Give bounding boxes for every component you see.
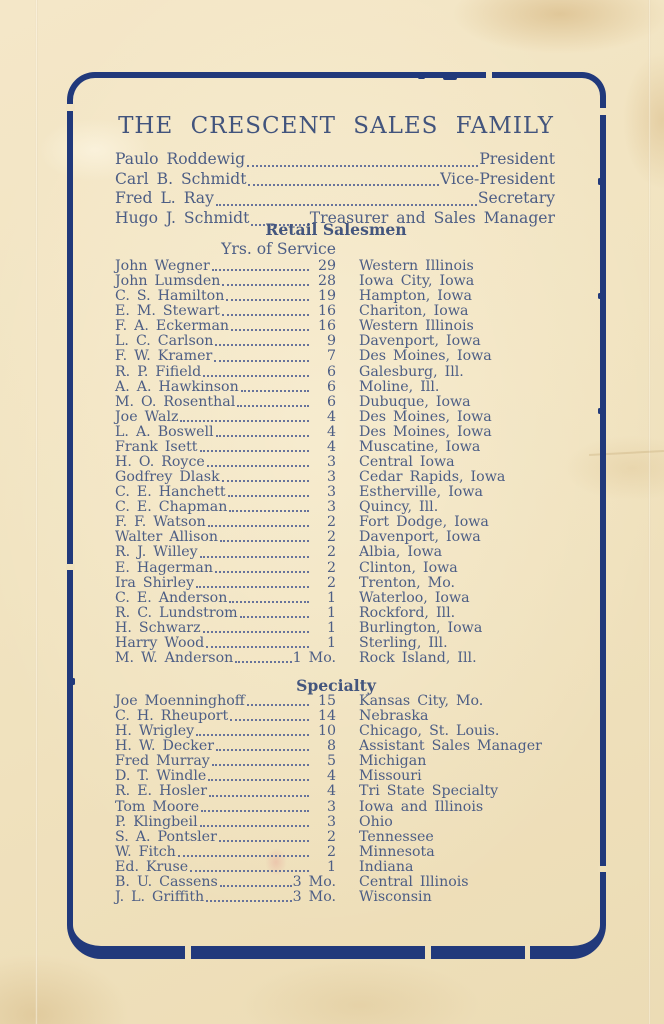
years-of-service: 4 — [326, 438, 336, 455]
salesman-name-years — [115, 289, 336, 304]
territory: Hampton, Iowa — [359, 288, 473, 305]
salesman-name-years — [115, 259, 336, 274]
territory: Albia, Iowa — [359, 544, 443, 561]
officer-name: Carl B. Schmidt — [115, 169, 247, 188]
salesman-name-years — [115, 561, 336, 576]
salesman-name-years — [115, 530, 336, 545]
years-of-service: 1 — [326, 619, 336, 636]
territory: Chariton, Iowa — [359, 303, 469, 320]
salesman-row — [115, 485, 557, 500]
years-of-service: 6 — [326, 363, 336, 380]
dotted-leader — [214, 739, 310, 754]
section-heading-retail-salesmen: Retail Salesmen — [265, 220, 407, 239]
territory: Estherville, Iowa — [359, 484, 483, 501]
salesman-name-years — [115, 470, 336, 485]
dotted-leader — [228, 709, 310, 724]
salesman-name: F. A. Eckerman — [115, 318, 230, 335]
salesman-name-years — [115, 591, 336, 606]
salesman-name: B. U. Cassens — [115, 873, 218, 890]
territory: Tri State Specialty — [359, 783, 499, 800]
years-of-service: 3 Mo. — [292, 873, 336, 890]
years-of-service: 3 — [326, 469, 336, 486]
officer-row — [115, 189, 555, 209]
dotted-leader — [201, 621, 310, 636]
dotted-leader — [220, 470, 310, 485]
years-of-service: 4 — [326, 408, 336, 425]
territory: Minnesota — [359, 843, 435, 860]
salesman-row — [115, 875, 557, 890]
dotted-leader — [198, 440, 310, 455]
border-gap — [425, 944, 431, 960]
salesman-name-years — [115, 425, 336, 440]
salesman-name: R. J. Willey — [115, 544, 198, 561]
territory: Davenport, Iowa — [359, 529, 481, 546]
salesman-name-years — [115, 636, 336, 651]
salesman-row — [115, 709, 557, 724]
salesman-name-years — [115, 815, 336, 830]
territory: Quincy, Ill. — [359, 499, 439, 516]
salesman-row — [115, 784, 557, 799]
years-of-service: 9 — [326, 333, 336, 350]
salesman-row — [115, 274, 557, 289]
salesman-name: Frank Isett — [115, 438, 198, 455]
salesman-row — [115, 636, 557, 651]
salesman-name: Walter Allison — [115, 529, 219, 546]
salesman-name: L. A. Boswell — [115, 423, 214, 440]
officer-role: President — [479, 150, 555, 168]
territory: Indiana — [359, 858, 414, 875]
years-of-service: 2 — [326, 843, 336, 860]
salesman-name-years — [115, 754, 336, 769]
salesman-name: C. E. Hanchett — [115, 484, 226, 501]
salesman-name: F. F. Watson — [115, 514, 206, 531]
salesman-name-years — [115, 784, 336, 799]
territory: Central Iowa — [359, 454, 455, 471]
border-gap — [525, 944, 530, 960]
salesman-row — [115, 334, 557, 349]
years-of-service: 2 — [326, 544, 336, 561]
salesman-row — [115, 395, 557, 410]
years-of-service: 2 — [326, 559, 336, 576]
salesman-row — [115, 815, 557, 830]
dotted-leader — [245, 694, 310, 709]
salesman-name-years — [115, 830, 336, 845]
salesman-name-years — [115, 365, 336, 380]
salesman-name-years — [115, 349, 336, 364]
border-gap — [66, 564, 75, 570]
years-of-service: 15 — [317, 693, 336, 709]
salesman-name: S. A. Pontsler — [115, 828, 217, 845]
salesman-name: John Wegner — [115, 258, 210, 274]
salesman-row — [115, 561, 557, 576]
dotted-leader — [198, 815, 310, 830]
salesman-row — [115, 621, 557, 636]
territory: Dubuque, Iowa — [359, 393, 471, 410]
paper-crease-left — [35, 0, 38, 1024]
years-of-service: 3 — [326, 454, 336, 471]
territory: Western Illinois — [359, 318, 474, 335]
salesman-name: R. C. Lundstrom — [115, 604, 238, 621]
territory: Kansas City, Mo. — [359, 693, 484, 709]
border-ink-blob — [598, 178, 601, 185]
paper-crease-right — [648, 0, 651, 1024]
border-gap — [185, 944, 191, 960]
dotted-leader — [213, 334, 310, 349]
dotted-leader — [246, 170, 440, 190]
salesman-row — [115, 860, 557, 875]
salesman-name-years — [115, 304, 336, 319]
years-of-service: 16 — [317, 303, 336, 320]
territory: Davenport, Iowa — [359, 333, 481, 350]
salesman-name-years — [115, 380, 336, 395]
officers-list — [115, 150, 555, 229]
salesman-name: Tom Moore — [115, 798, 200, 815]
years-of-service: 1 Mo. — [292, 650, 336, 667]
salesman-name-years — [115, 485, 336, 500]
dotted-leader — [206, 769, 310, 784]
salesman-name-years — [115, 845, 336, 860]
salesman-name: Harry Wood — [115, 634, 205, 651]
dotted-leader — [214, 189, 478, 209]
dotted-leader — [199, 800, 310, 815]
years-of-service: 3 — [326, 484, 336, 501]
years-of-service: 6 — [326, 378, 336, 395]
salesman-name-years — [115, 455, 336, 470]
dotted-leader — [218, 875, 293, 890]
salesman-name: M. O. Rosenthal — [115, 393, 236, 410]
dotted-leader — [212, 349, 310, 364]
salesman-name-years — [115, 606, 336, 621]
salesman-row — [115, 576, 557, 591]
territory: Waterloo, Iowa — [359, 589, 470, 606]
officer-name: Fred L. Ray — [115, 189, 214, 208]
salesman-name: Ira Shirley — [115, 574, 194, 591]
salesman-row — [115, 651, 557, 666]
territory: Chicago, St. Louis. — [359, 723, 500, 740]
years-of-service: 2 — [326, 529, 336, 546]
years-of-service: 10 — [317, 723, 336, 740]
salesman-row — [115, 800, 557, 815]
border-gap — [66, 104, 75, 111]
years-of-service: 2 — [326, 828, 336, 845]
salesman-name-years — [115, 860, 336, 875]
years-of-service: 4 — [326, 768, 336, 785]
salesman-row — [115, 830, 557, 845]
salesman-row — [115, 890, 557, 905]
salesman-row — [115, 591, 557, 606]
salesman-row — [115, 349, 557, 364]
salesman-name: M. W. Anderson — [115, 650, 234, 667]
officer-name: Paulo Roddewig — [115, 150, 246, 168]
salesman-name: H. Wrigley — [115, 723, 195, 740]
salesman-name: W. Fitch — [115, 843, 176, 860]
salesman-name-years — [115, 694, 336, 709]
territory: Ohio — [359, 813, 393, 830]
border-ink-blob — [598, 293, 601, 299]
salesman-row — [115, 694, 557, 709]
dotted-leader — [229, 319, 310, 334]
salesman-name-years — [115, 334, 336, 349]
salesman-row — [115, 289, 557, 304]
salesman-name: Fred Murray — [115, 753, 210, 770]
years-of-service: 1 — [326, 604, 336, 621]
territory: Des Moines, Iowa — [359, 348, 492, 365]
salesman-name: Joe Walz — [115, 408, 179, 425]
salesman-name-years — [115, 576, 336, 591]
salesman-row — [115, 304, 557, 319]
page-title: THE CRESCENT SALES FAMILY — [118, 113, 554, 139]
salesman-name-years — [115, 274, 336, 289]
territory: Nebraska — [359, 708, 429, 725]
dotted-leader — [205, 455, 310, 470]
salesman-name: Ed. Kruse — [115, 858, 189, 875]
salesman-row — [115, 769, 557, 784]
years-of-service: 1 — [326, 634, 336, 651]
officer-role: Vice-President — [440, 169, 555, 188]
territory: Michigan — [359, 753, 427, 770]
dotted-leader — [224, 289, 310, 304]
salesman-name: C. E. Chapman — [115, 499, 228, 516]
dotted-leader — [204, 890, 292, 905]
dotted-leader — [217, 830, 310, 845]
dotted-leader — [235, 395, 310, 410]
dotted-leader — [201, 365, 310, 380]
territory: Wisconsin — [359, 889, 432, 906]
years-of-service: 4 — [326, 783, 336, 800]
dotted-leader — [220, 304, 310, 319]
years-of-service: 4 — [326, 423, 336, 440]
salesman-name-years — [115, 739, 336, 754]
salesman-name: D. T. Windle — [115, 768, 207, 785]
territory: Rock Island, Ill. — [359, 650, 477, 667]
salesman-name-years — [115, 500, 336, 515]
dotted-leader — [227, 500, 310, 515]
dotted-leader — [207, 784, 310, 799]
salesman-row — [115, 365, 557, 380]
salesman-row — [115, 440, 557, 455]
territory: Galesburg, Ill. — [359, 363, 464, 380]
years-of-service: 28 — [317, 273, 336, 290]
dotted-leader — [218, 530, 310, 545]
salesman-row — [115, 545, 557, 560]
years-of-service: 1 — [326, 858, 336, 875]
salesman-row — [115, 470, 557, 485]
years-of-service: 29 — [317, 258, 336, 274]
border-ink-blob — [418, 76, 425, 79]
salesman-row — [115, 500, 557, 515]
salesman-name: J. L. Griffith — [115, 889, 205, 906]
salesman-name-years — [115, 651, 336, 666]
dotted-leader — [194, 724, 310, 739]
salesman-name: P. Klingbeil — [115, 813, 198, 830]
territory: Fort Dodge, Iowa — [359, 514, 489, 531]
years-of-service: 14 — [317, 708, 336, 725]
dotted-leader — [239, 380, 310, 395]
officer-row — [115, 170, 555, 190]
salesman-name-years — [115, 875, 336, 890]
specialty-table — [115, 694, 557, 905]
dotted-leader — [245, 150, 479, 170]
officer-role: Secretary — [477, 189, 555, 208]
dotted-leader — [204, 636, 310, 651]
officer-name: Hugo J. Schmidt — [115, 209, 250, 228]
officer-row — [115, 150, 555, 170]
years-of-service: 19 — [317, 288, 336, 305]
dotted-leader — [210, 754, 310, 769]
territory: Trenton, Mo. — [359, 574, 456, 591]
territory: Cedar Rapids, Iowa — [359, 469, 506, 486]
dotted-leader — [220, 274, 310, 289]
years-of-service: 3 — [326, 798, 336, 815]
territory: Muscatine, Iowa — [359, 438, 481, 455]
salesman-name-years — [115, 545, 336, 560]
territory: Central Illinois — [359, 873, 469, 890]
salesman-name-years — [115, 724, 336, 739]
salesman-name: H. Schwarz — [115, 619, 201, 636]
dotted-leader — [233, 651, 292, 666]
dotted-leader — [210, 259, 310, 274]
dotted-leader — [176, 845, 310, 860]
salesman-name: Godfrey Dlask — [115, 469, 220, 486]
salesman-name: C. S. Hamilton — [115, 288, 225, 305]
territory: Rockford, Ill. — [359, 604, 456, 621]
territory: Tennessee — [359, 828, 434, 845]
salesman-row — [115, 739, 557, 754]
dotted-leader — [188, 860, 310, 875]
years-of-service: 3 — [326, 813, 336, 830]
salesman-row — [115, 606, 557, 621]
border-ink-blob — [443, 76, 457, 80]
salesman-name: H. W. Decker — [115, 738, 215, 755]
salesman-row — [115, 724, 557, 739]
territory: Burlington, Iowa — [359, 619, 483, 636]
years-of-service: 3 Mo. — [292, 889, 336, 906]
years-of-service-label: Yrs. of Service — [221, 240, 336, 258]
salesman-name: H. O. Royce — [115, 454, 205, 471]
dotted-leader — [238, 606, 310, 621]
salesman-name: C. E. Anderson — [115, 589, 228, 606]
salesman-row — [115, 425, 557, 440]
years-of-service: 2 — [326, 574, 336, 591]
salesman-row — [115, 845, 557, 860]
salesman-name: E. Hagerman — [115, 559, 214, 576]
dotted-leader — [198, 545, 310, 560]
salesman-name-years — [115, 515, 336, 530]
territory: Clinton, Iowa — [359, 559, 458, 576]
years-of-service: 1 — [326, 589, 336, 606]
salesman-row — [115, 319, 557, 334]
salesman-name-years — [115, 709, 336, 724]
border-ink-blob — [72, 678, 75, 685]
salesman-row — [115, 259, 557, 274]
salesman-name-years — [115, 440, 336, 455]
years-of-service: 3 — [326, 499, 336, 516]
years-of-service: 7 — [326, 348, 336, 365]
salesman-row — [115, 410, 557, 425]
salesman-name: A. A. Hawkinson — [115, 378, 239, 395]
salesman-row — [115, 754, 557, 769]
territory: Assistant Sales Manager — [359, 738, 542, 755]
retail-salesmen-table — [115, 259, 557, 666]
dotted-leader — [227, 591, 310, 606]
salesman-row — [115, 455, 557, 470]
salesman-row — [115, 380, 557, 395]
salesman-name-years — [115, 800, 336, 815]
territory: Des Moines, Iowa — [359, 408, 492, 425]
territory: Iowa and Illinois — [359, 798, 484, 815]
salesman-name: C. H. Rheuport — [115, 708, 229, 725]
section-heading-specialty: Specialty — [296, 676, 376, 695]
officer-role: Treasurer and Sales Manager — [309, 209, 555, 228]
salesman-name: L. C. Carlson — [115, 333, 214, 350]
territory: Iowa City, Iowa — [359, 273, 475, 290]
years-of-service: 5 — [326, 753, 336, 770]
dotted-leader — [226, 485, 310, 500]
salesman-name: John Lumsden — [115, 273, 221, 290]
territory: Sterling, Ill. — [359, 634, 448, 651]
salesman-name-years — [115, 395, 336, 410]
salesman-row — [115, 515, 557, 530]
border-ink-blob — [598, 408, 601, 414]
dotted-leader — [194, 576, 310, 591]
years-of-service: 6 — [326, 393, 336, 410]
border-gap — [598, 108, 607, 115]
territory: Western Illinois — [359, 258, 474, 274]
dotted-leader — [206, 515, 310, 530]
territory: Des Moines, Iowa — [359, 423, 492, 440]
salesman-name: F. W. Kramer — [115, 348, 213, 365]
territory: Moline, Ill. — [359, 378, 440, 395]
dotted-leader — [213, 561, 310, 576]
years-of-service: 2 — [326, 514, 336, 531]
salesman-name-years — [115, 890, 336, 905]
dotted-leader — [214, 425, 310, 440]
salesman-name-years — [115, 621, 336, 636]
salesman-name-years — [115, 410, 336, 425]
salesman-name: E. M. Stewart — [115, 303, 220, 320]
dotted-leader — [178, 410, 310, 425]
salesman-name: R. P. Fifield — [115, 363, 202, 380]
salesman-row — [115, 530, 557, 545]
years-of-service: 16 — [317, 318, 336, 335]
territory: Missouri — [359, 768, 422, 785]
salesman-name-years — [115, 769, 336, 784]
years-of-service: 8 — [326, 738, 336, 755]
border-gap — [598, 866, 607, 872]
salesman-name-years — [115, 319, 336, 334]
salesman-name: R. E. Hosler — [115, 783, 207, 800]
border-gap — [486, 71, 492, 80]
salesman-name: Joe Moenninghoff — [115, 693, 245, 709]
